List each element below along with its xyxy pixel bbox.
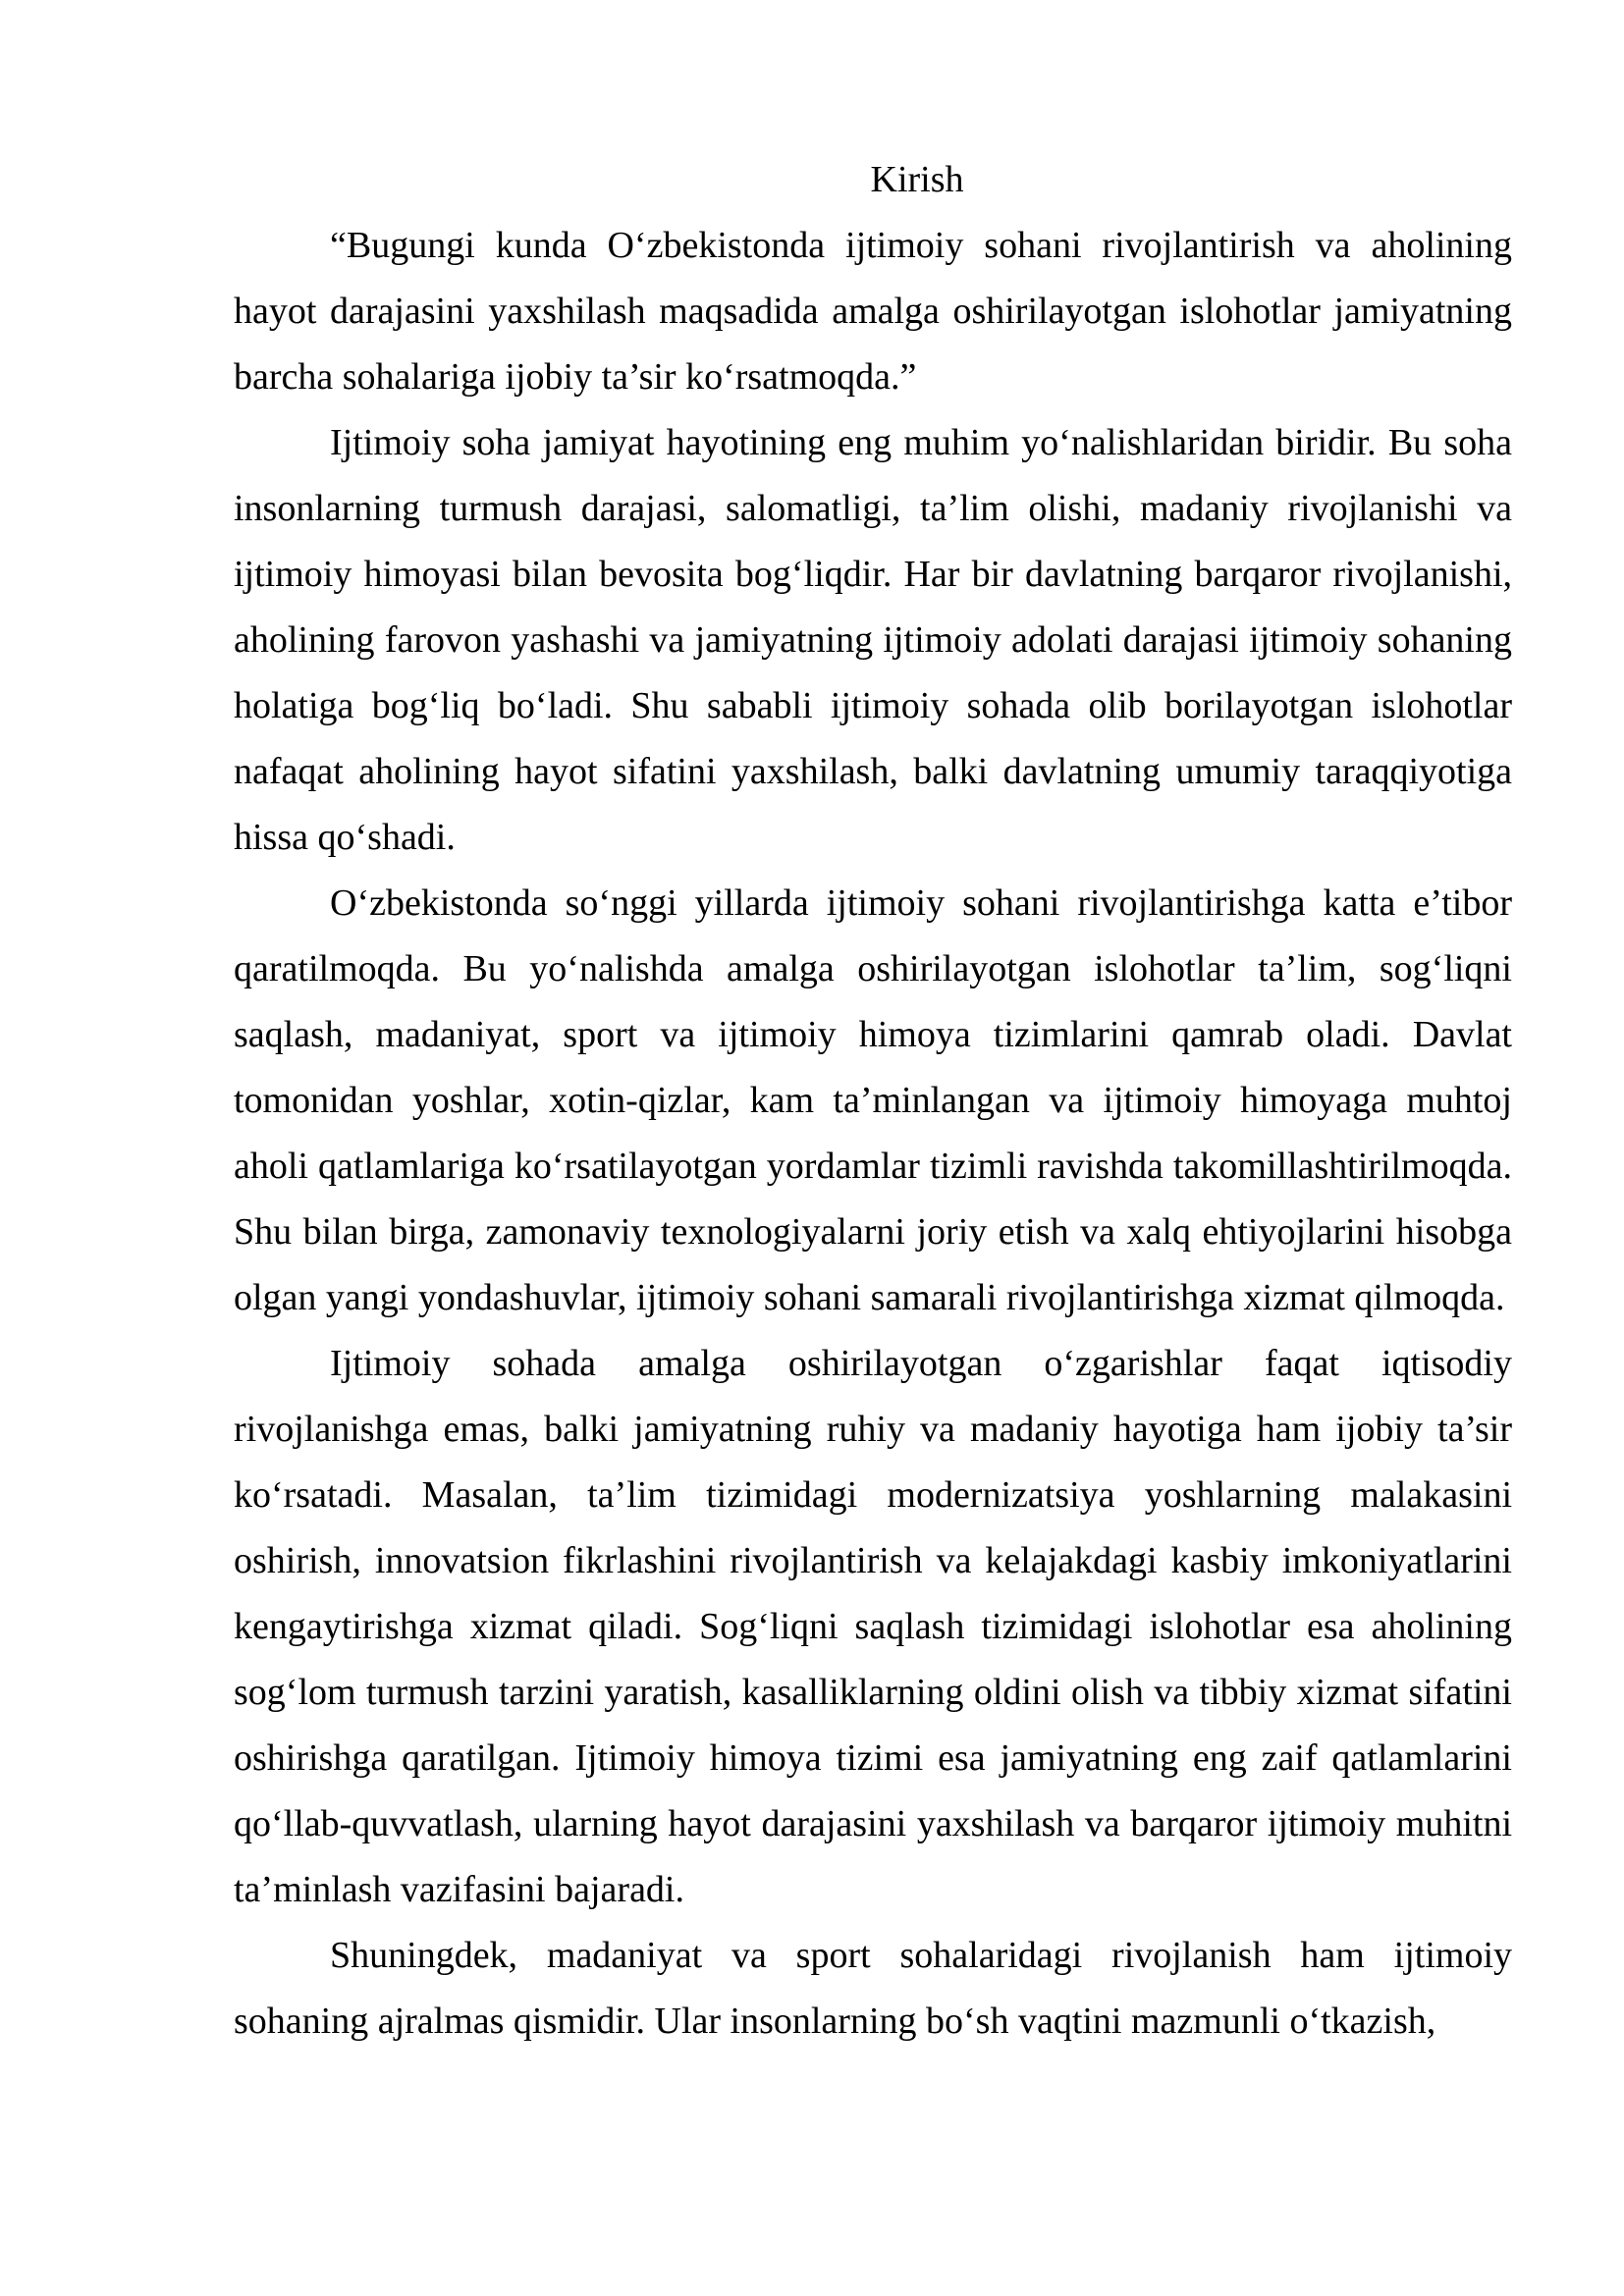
document-body [234,147,1512,2055]
paragraph-1: “Bugungi kunda O‘zbekistonda ijtimoiy sohani rivojlantirish va aholining hayot darajasini yaxshilash maqsadida amalga oshirilayotgan islohotlar jamiyatning barcha sohalariga ijobiy ta’sir ko‘rsatmoqda.” [234,225,1512,398]
page-title: Kirish [870,159,964,200]
paragraph-5: Shuningdek, madaniyat va sport sohalaridagi rivojlanish ham ijtimoiy sohaning ajralmas qismidir. Ular insonlarning bo‘sh vaqtini mazmunli o‘tkazish, [234,1935,1512,2042]
paragraph-2: Ijtimoiy soha jamiyat hayotining eng muhim yo‘nalishlaridan biridir. Bu soha insonlarning turmush darajasi, salomatligi, ta’lim olishi, madaniy rivojlanishi va ijtimoiy himoyasi bilan bevosita bog‘liqdir. Har bir davlatning barqaror rivojlanishi, aholining farovon yashashi va jamiyatning ijtimoiy adolati darajasi ijtimoiy sohaning holatiga bog‘liq bo‘ladi. Shu sababli ijtimoiy sohada olib borilayotgan islohotlar nafaqat aholining hayot sifatini yaxshilash, balki davlatning umumiy taraqqiyotiga hissa qo‘shadi. [234,422,1512,858]
paragraph-4: Ijtimoiy sohada amalga oshirilayotgan o‘zgarishlar faqat iqtisodiy rivojlanishga emas, balki jamiyatning ruhiy va madaniy hayotiga ham ijobiy ta’sir ko‘rsatadi. Masalan, ta’lim tizimidagi modernizatsiya yoshlarning malakasini oshirish, innovatsion fikrlashini rivojlantirish va kelajakdagi kasbiy imkoniyatlarini kengaytirishga xizmat qiladi. Sog‘liqni saqlash tizimidagi islohotlar esa aholining sog‘lom turmush tarzini yaratish, kasalliklarning oldini olish va tibbiy xizmat sifatini oshirishga qaratilgan. Ijtimoiy himoya tizimi esa jamiyatning eng zaif qatlamlarini qo‘llab-quvvatlash, ularning hayot darajasini yaxshilash va barqaror ijtimoiy muhitni ta’minlash vazifasini bajaradi. [234,1343,1512,1910]
paragraph-3: O‘zbekistonda so‘nggi yillarda ijtimoiy sohani rivojlantirishga katta e’tibor qaratilmoqda. Bu yo‘nalishda amalga oshirilayotgan islohotlar ta’lim, sog‘liqni saqlash, madaniyat, sport va ijtimoiy himoya tizimlarini qamrab oladi. Davlat tomonidan yoshlar, xotin-qizlar, kam ta’minlangan va ijtimoiy himoyaga muhtoj aholi qatlamlariga ko‘rsatilayotgan yordamlar tizimli ravishda takomillashtirilmoqda. Shu bilan birga, zamonaviy texnologiyalarni joriy etish va xalq ehtiyojlarini hisobga olgan yangi yondashuvlar, ijtimoiy sohani samarali rivojlantirishga xizmat qilmoqda. [234,882,1512,1318]
